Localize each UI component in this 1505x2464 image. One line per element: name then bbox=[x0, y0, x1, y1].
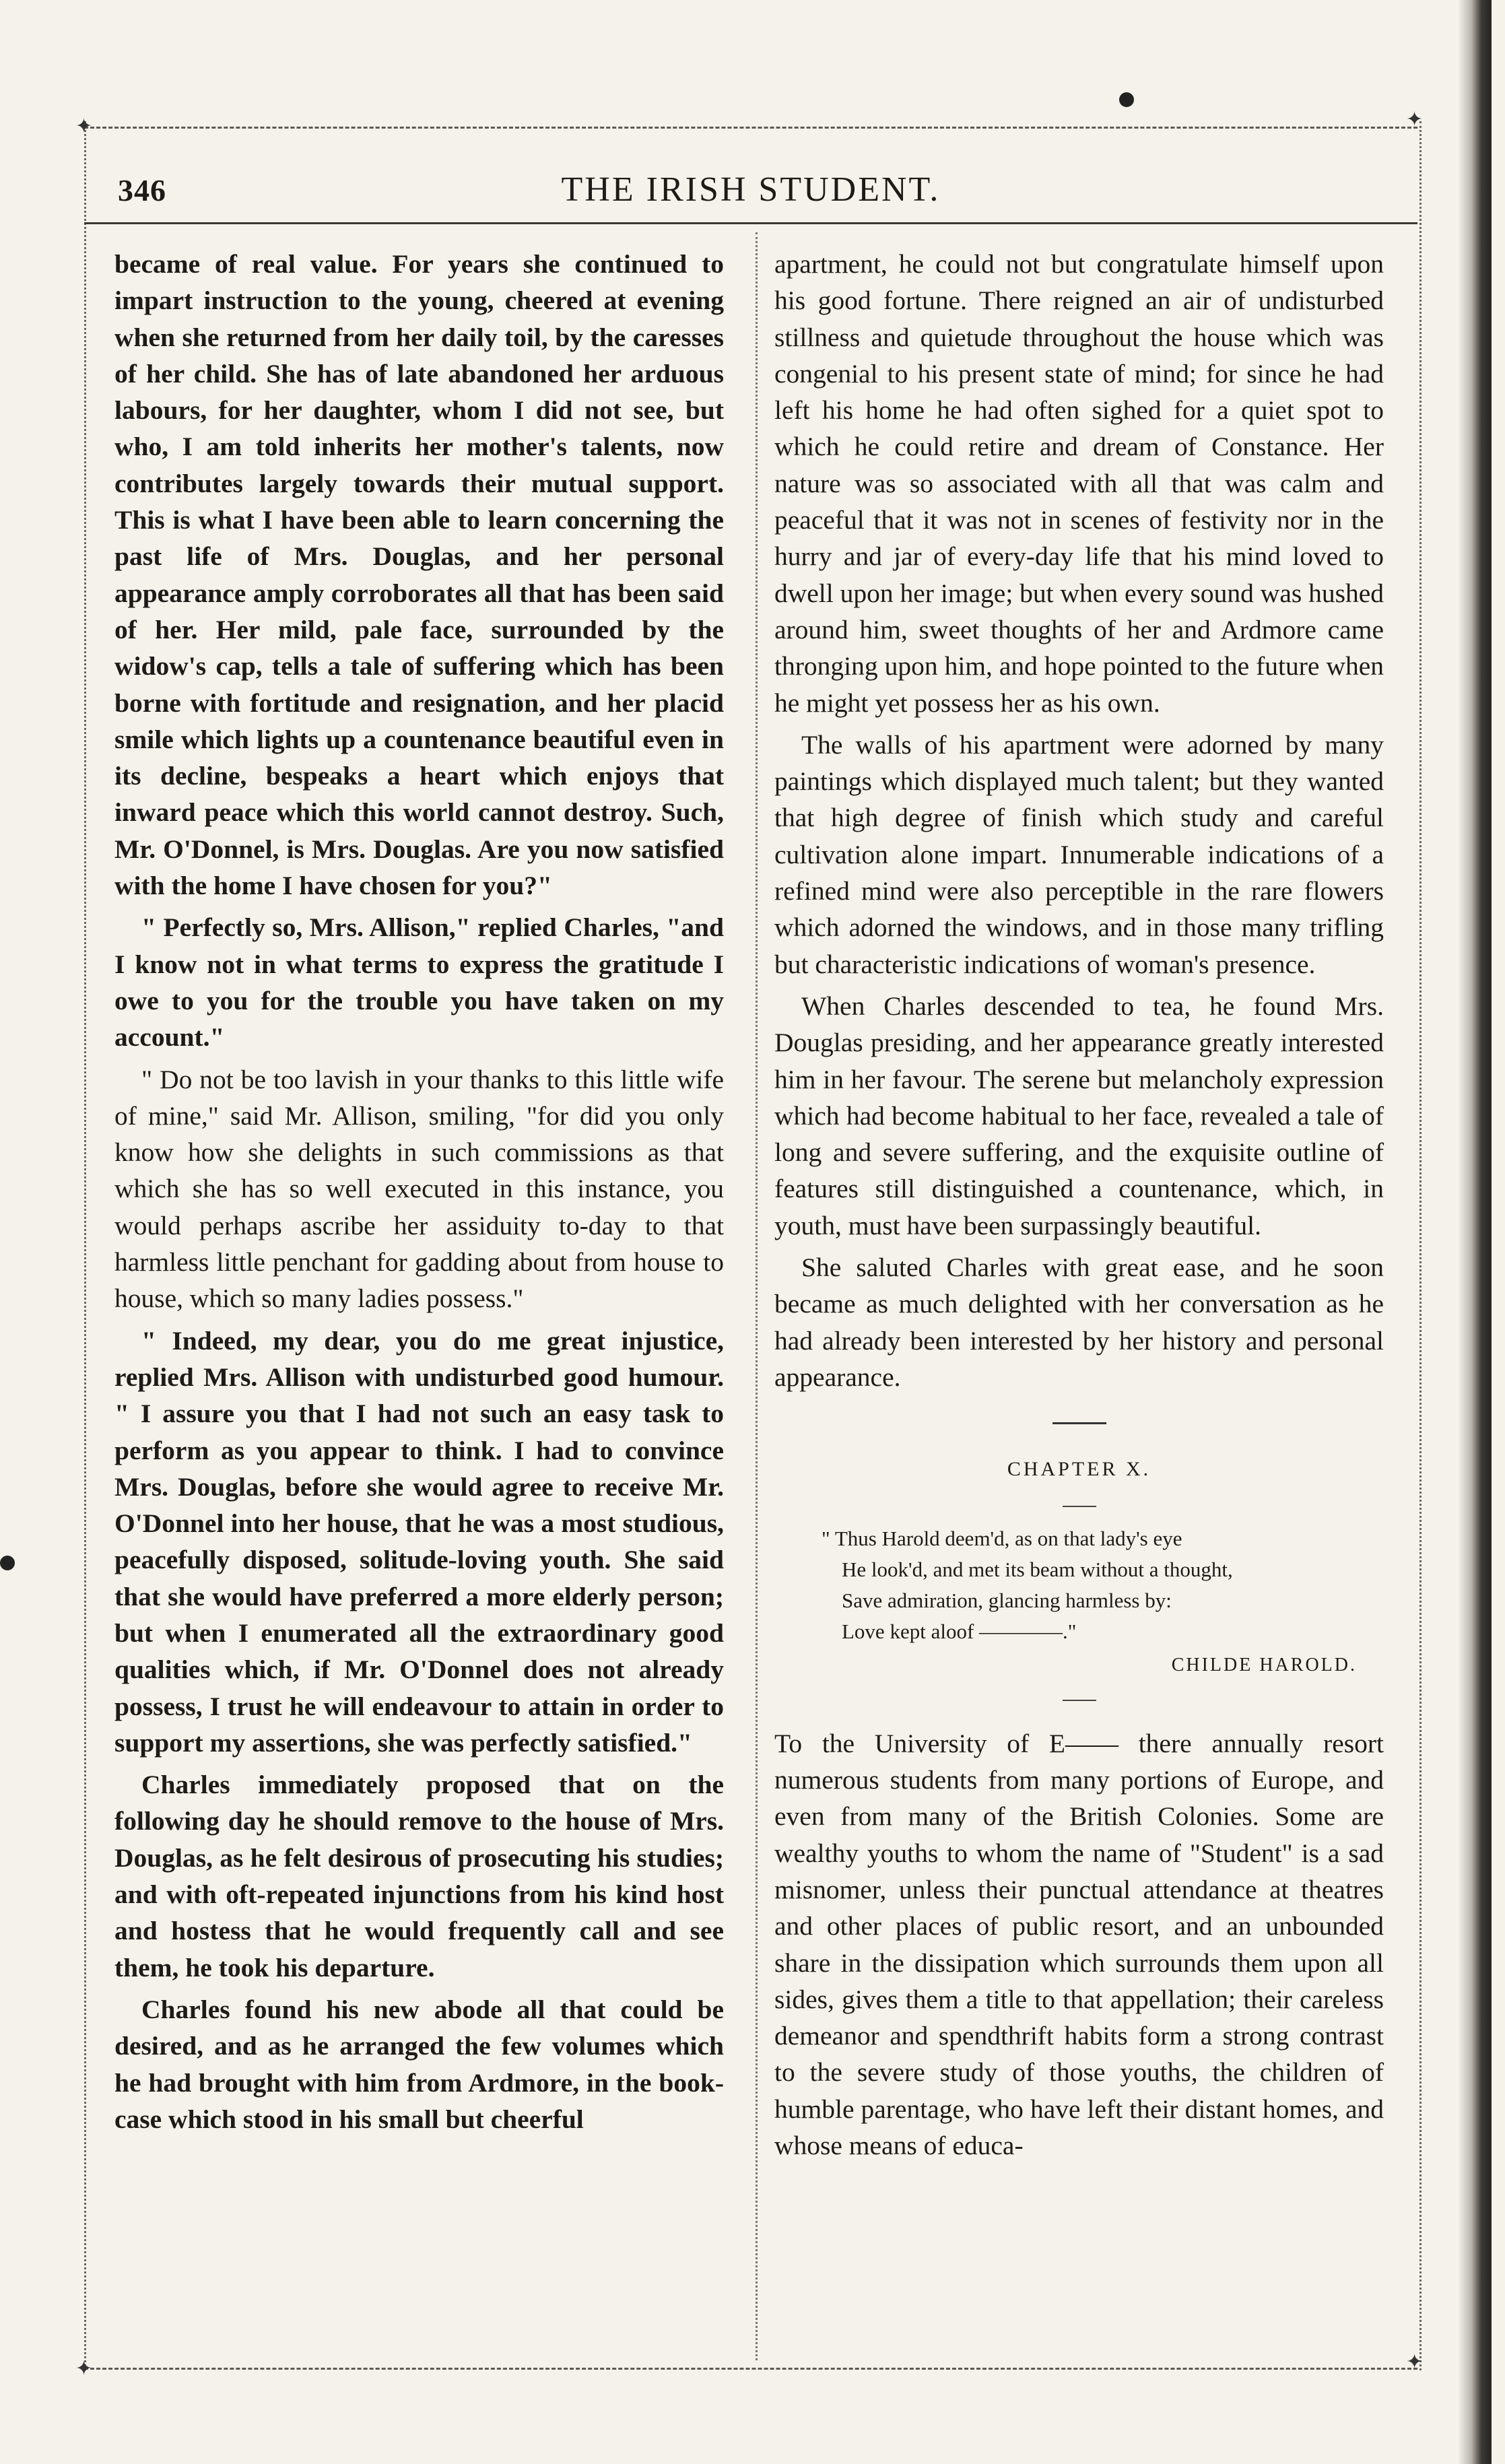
paragraph: Charles immediately proposed that on the following day he should remove to the house of Mrs. Douglas, as he felt desirous of prosecuting his studies; and with oft-repeated injunctions from his kind host and hostess that he would frequently call and see them, he took his departure. bbox=[114, 1770, 724, 1983]
epigraph bbox=[822, 1523, 1384, 1647]
paragraph: To the University of E—— there annually resort numerous students from many portions of Europe, and even from many of the British Colonies. Some are wealthy youths to whom the name of "Student" is a sad misnomer, unless their punctual attendance at theatres and other places of public resort, and an unbounded share in the dissipation which surrounds them upon all sides, gives them a title to that appellation; their careless demeanor and spendthrift habits form a strong contrast to the severe study of those youths, the children of humble parentage, who have left their distant homes, and whose means of educa- bbox=[774, 1728, 1384, 2161]
corner-ornament-icon: ✦ bbox=[1406, 108, 1424, 131]
right-column bbox=[774, 246, 1384, 2169]
epigraph-attribution: CHILDE HAROLD. bbox=[1171, 1654, 1357, 1675]
epigraph-line: Save admiration, glancing harmless by: bbox=[842, 1588, 1172, 1612]
paragraph: became of real value. For years she continued to impart instruction to the young, cheered at evening when she returned from her daily toil, by the caresses of her child. She has of late abandoned her arduous labours, for her daughter, whom I did not see, but who, I am told inherits her mother's talents, now contributes largely towards their mutual support. This is what I have been able to learn concerning the past life of Mrs. Douglas, and her personal appearance amply corroborates all that has been said of her. Her mild, pale face, surrounded by the widow's cap, tells a tale of suffering which has been borne with fortitude and resignation, and her placid smile which lights up a countenance beautiful even in its decline, bespeaks a heart which enjoys that inward peace which this world cannot destroy. Such, Mr. O'Donnel, is Mrs. Douglas. Are you now satisfied with the home I have chosen for you?" bbox=[114, 249, 724, 901]
page-number: 346 bbox=[118, 173, 166, 207]
short-rule bbox=[1063, 1506, 1096, 1507]
column-divider bbox=[756, 232, 758, 2360]
ink-speck bbox=[0, 1556, 15, 1570]
corner-ornament-icon: ✦ bbox=[75, 115, 93, 137]
epigraph-line: " Thus Harold deem'd, as on that lady's eye bbox=[822, 1526, 1182, 1550]
paragraph: " Do not be too lavish in your thanks to this little wife of mine," said Mr. Allison, smiling, "for did you only know how she delights in such commissions as that which she has so well executed in this instance, you would perhaps ascribe her assiduity to-day to that harmless little penchant for gadding about from house to house, which so many ladies possess." bbox=[114, 1064, 724, 1314]
epigraph-line: Love kept aloof ————." bbox=[842, 1619, 1077, 1643]
paragraph: When Charles descended to tea, he found Mrs. Douglas presiding, and her appearance greatly interested him in her favour. The serene but melancholy expression which had become habitual to her face, revealed a tale of long and severe suffering, and the exquisite outline of features still distinguished a countenance, which, in youth, must have been surpassingly beautiful. bbox=[774, 991, 1384, 1240]
paragraph: The walls of his apartment were adorned by many paintings which displayed much talent; but they wanted that high degree of finish which study and careful cultivation alone impart. Innumerable indications of a refined mind were also perceptible in the rare flowers which adorned the windows, and in those many trifling but characteristic indications of woman's presence. bbox=[774, 729, 1384, 979]
paragraph: apartment, he could not but congratulate himself upon his good fortune. There reigned an air of undisturbed stillness and quietude throughout the house which was congenial to his present state of mind; for since he had left his home he had often sighed for a quiet spot to which he could retire and dream of Constance. Her nature was so associated with all that was calm and peaceful that it was not in scenes of festivity nor in the hurry and jar of every-day life that his mind loved to dwell upon her image; but when every sound was hushed around him, sweet thoughts of her and Ardmore came thronging upon him, and hope pointed to the future when he might yet possess her as his own. bbox=[774, 249, 1384, 718]
bottom-border-rule bbox=[84, 2368, 1417, 2370]
corner-ornament-icon: ✦ bbox=[1406, 2351, 1424, 2373]
book-binding-shadow bbox=[1458, 0, 1492, 2464]
paragraph: " Perfectly so, Mrs. Allison," replied Charles, "and I know not in what terms to express the gratitude I owe to you for the trouble you have taken on my account." bbox=[114, 912, 724, 1053]
paragraph: " Indeed, my dear, you do me great injustice, replied Mrs. Allison with undisturbed good humour. " I assure you that I had not such an easy task to perform as you appear to think. I had to convince Mrs. Douglas, before she would agree to receive Mr. O'Donnel into her house, that he was a most studious, peacefully disposed, solitude-loving youth. She said that she would have preferred a more elderly person; but when I enumerated all the extraordinary good qualities which, if Mr. O'Donnel does not already possess, I trust he will endeavour to attain in order to support my assertions, she was perfectly satisfied." bbox=[114, 1325, 724, 1758]
paragraph: She saluted Charles with great ease, and he soon became as much delighted with her conversation as he had already been interested by her history and personal appearance. bbox=[774, 1253, 1384, 1392]
page-header bbox=[84, 162, 1417, 215]
short-rule bbox=[1063, 1700, 1096, 1701]
running-title: THE IRISH STUDENT. bbox=[561, 170, 941, 209]
chapter-heading: CHAPTER X. bbox=[1007, 1458, 1151, 1481]
section-rule bbox=[1052, 1422, 1106, 1424]
top-border-rule bbox=[84, 127, 1417, 129]
header-rule bbox=[84, 222, 1417, 224]
epigraph-line: He look'd, and met its beam without a thought, bbox=[842, 1557, 1233, 1581]
ink-speck bbox=[1119, 92, 1134, 107]
left-column bbox=[114, 246, 724, 2143]
paragraph: Charles found his new abode all that could be desired, and as he arranged the few volumes which he had brought with him from Ardmore, in the book-case which stood in his small but cheerful bbox=[114, 1994, 724, 2134]
corner-ornament-icon: ✦ bbox=[75, 2358, 93, 2380]
